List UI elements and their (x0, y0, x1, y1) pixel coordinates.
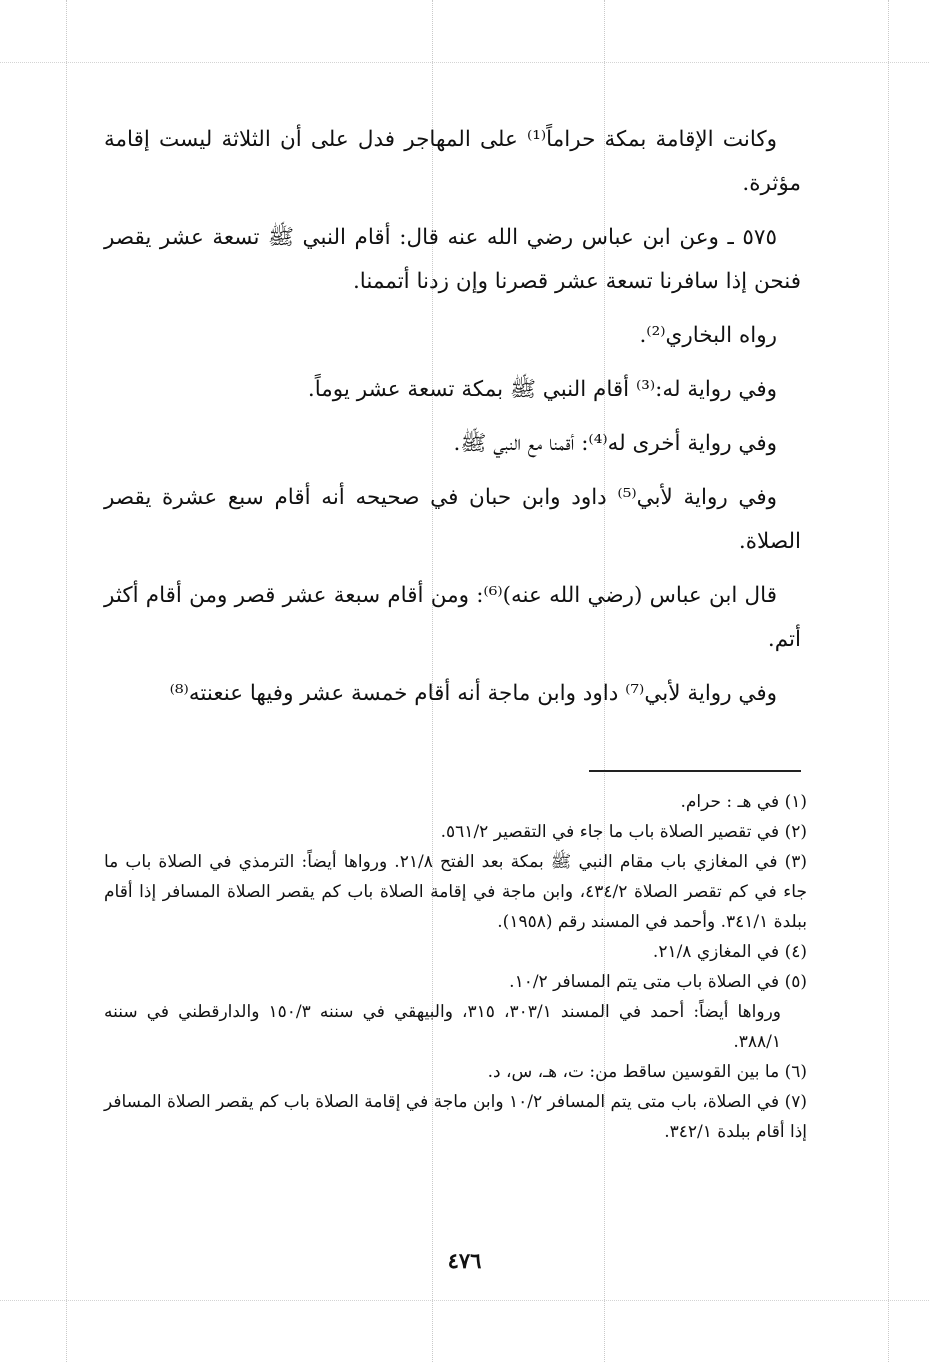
footnote: (٤) في المغازي ٢١/٨. (652, 942, 807, 962)
footnote-separator (0, 770, 929, 772)
footnotes (104, 787, 807, 1147)
page-number: ٤٧٦ (447, 1248, 482, 1273)
main-text (104, 118, 801, 726)
paragraph: وفي رواية لأبي⁽⁷⁾ داود وابن ماجة أنه أقام خمسة عشر وفيها عنعنته⁽⁸⁾ (169, 681, 777, 706)
footnote-continuation: ورواها أيضاً: أحمد في المسند ٣٠٣/١، ٣١٥، والبيهقي في سننه ١٥٠/٣ والدارقطني في سننه ٣٨٨/١. (104, 1002, 781, 1052)
footnote: (٣) في المغازي باب مقام النبي ﷺ بمكة بعد الفتح ٢١/٨. ورواها أيضاً: الترمذي في الصلاة باب ما جاء في كم تقصر الصلاة ٤٣٤/٢، وابن ماجة في إقامة الصلاة باب كم يقصر الصلاة المسافر إذا أقام ببلدة ٣٤١/١. وأحمد في المسند رقم (١٩٥٨). (104, 852, 807, 932)
footnote: (٧) في الصلاة، باب متى يتم المسافر ١٠/٢ وابن ماجة في إقامة الصلاة باب كم يقصر الصلاة المسافر إذا أقام ببلدة ٣٤٢/١. (104, 1092, 807, 1142)
paragraph: ٥٧٥ ـ وعن ابن عباس رضي الله عنه قال: أقام النبي ﷺ تسعة عشر يقصر فنحن إذا سافرنا تسعة عشر قصرنا وإن زدنا أتممنا. (104, 225, 801, 294)
paragraph: وكانت الإقامة بمكة حراماً⁽¹⁾ على المهاجر فدل على أن الثلاثة ليست إقامة مؤثرة. (104, 127, 801, 196)
footnote-rule (589, 770, 801, 772)
paragraph: وفي رواية لأبي⁽⁵⁾ داود وابن حبان في صحيحه أنه أقام سبع عشرة يقصر الصلاة. (104, 485, 801, 554)
paragraph: وفي رواية أخرى له⁽⁴⁾: أقمنا مع النبي ﷺ. (453, 431, 777, 456)
footnote: (٦) ما بين القوسين ساقط من: ت، هـ، س، د. (487, 1062, 807, 1082)
paragraph: رواه البخاري⁽²⁾. (639, 323, 777, 348)
scan-guide-line (66, 0, 67, 1362)
scan-guide-line (888, 0, 889, 1362)
footnote: (٥) في الصلاة باب متى يتم المسافر ١٠/٢. (509, 972, 807, 992)
footnote: (٢) في تقصير الصلاة باب ما جاء في التقصير ٥٦١/٢. (440, 822, 807, 842)
scan-guide-line (0, 62, 929, 63)
footnote: (١) في هـ : حرام. (680, 792, 807, 812)
scan-guide-line (0, 1300, 929, 1301)
paragraph: قال ابن عباس (رضي الله عنه)⁽⁶⁾: ومن أقام سبعة عشر قصر ومن أقام أكثر أتم. (104, 583, 801, 652)
paragraph: وفي رواية له:⁽³⁾ أقام النبي ﷺ بمكة تسعة عشر يوماً. (307, 377, 777, 402)
